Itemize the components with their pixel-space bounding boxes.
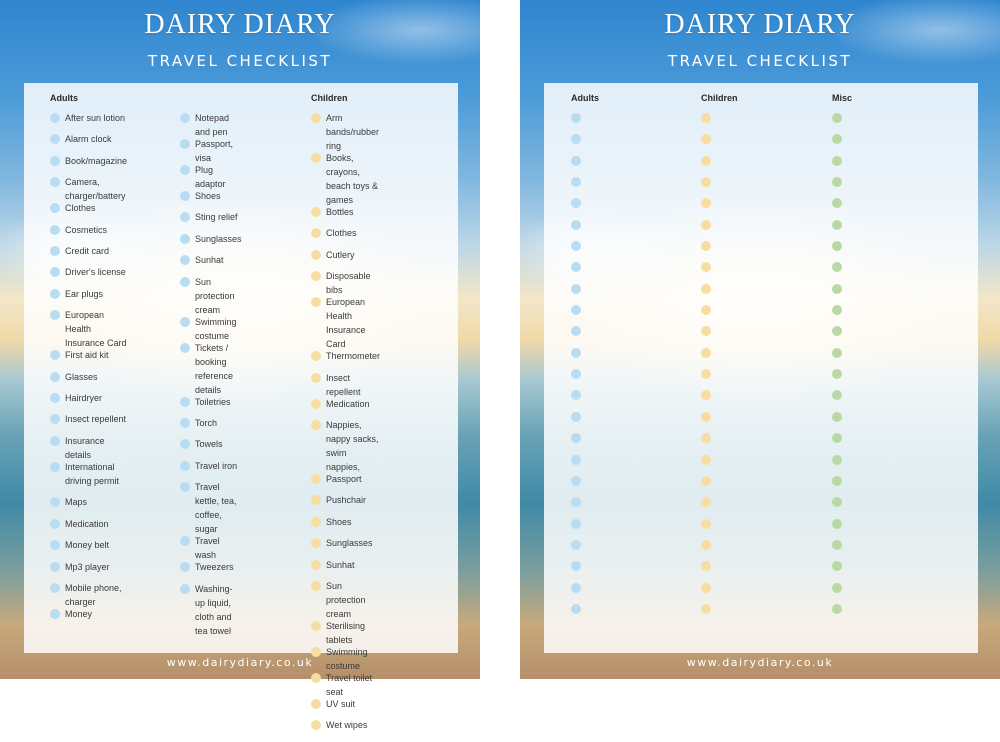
checklist-item [311, 699, 380, 720]
checkbox-dot[interactable] [701, 476, 711, 486]
page-subtitle: TRAVEL CHECKLIST [667, 52, 853, 70]
checkbox-dot[interactable] [180, 439, 190, 449]
checkbox-dot[interactable] [571, 561, 581, 571]
checklist-page-filled [0, 0, 480, 731]
checklist-item-label: Notepad and pen [195, 113, 230, 137]
checkbox-dot[interactable] [832, 583, 842, 593]
checklist-item-label: Travel toilet seat [326, 672, 373, 697]
checkbox-dot[interactable] [701, 369, 711, 379]
checkbox-dot[interactable] [311, 495, 321, 505]
checkbox-dot[interactable] [311, 560, 321, 570]
checklist-item [50, 609, 127, 630]
checkbox-dot[interactable] [50, 519, 60, 529]
checklist-item [311, 474, 380, 495]
checklist-item [311, 538, 380, 559]
checkbox-dot[interactable] [571, 497, 581, 507]
checkbox-dot[interactable] [50, 267, 60, 277]
checkbox-dot[interactable] [50, 583, 60, 593]
brand-logo: DAIRY DIARY [664, 9, 856, 40]
checklist-item-label: Swimming costume [326, 646, 368, 671]
checkbox-dot[interactable] [701, 433, 711, 443]
checkbox-dot[interactable] [832, 476, 842, 486]
checkbox-dot[interactable] [50, 540, 60, 550]
checkbox-dot[interactable] [311, 153, 321, 163]
checklist-item-label: Insect repellent [326, 372, 361, 397]
checkbox-dot[interactable] [311, 271, 321, 281]
checkbox-dot[interactable] [571, 326, 581, 336]
checkbox-dot[interactable] [832, 604, 842, 614]
checkbox-dot[interactable] [180, 397, 190, 407]
checkbox-dot[interactable] [832, 390, 842, 400]
checklist-item-label: UV suit [326, 698, 356, 709]
checkbox-dot[interactable] [701, 561, 711, 571]
checklist-item [311, 153, 380, 207]
checklist-item [50, 414, 127, 435]
checklist-page-blank [520, 0, 1000, 679]
checkbox-dot[interactable] [832, 326, 842, 336]
checkbox-dot[interactable] [50, 372, 60, 382]
checklist-item [50, 156, 127, 177]
checkbox-dot[interactable] [180, 234, 190, 244]
checklist-item-label: International driving permit [65, 461, 120, 486]
checklist-item-label: Arm bands/rubber ring [326, 113, 380, 151]
checkbox-dot[interactable] [701, 241, 711, 251]
checklist-item [180, 536, 242, 562]
checkbox-dot[interactable] [832, 156, 842, 166]
checklist-item-label: Tickets / booking reference details [195, 342, 234, 395]
checkbox-dot[interactable] [701, 113, 711, 123]
checkbox-dot[interactable] [180, 165, 190, 175]
checklist-item [311, 495, 380, 516]
checklist-item [311, 420, 380, 474]
checkbox-dot[interactable] [832, 497, 842, 507]
checkbox-dot[interactable] [311, 250, 321, 260]
checklist-item [180, 439, 242, 460]
checklist-item-label: Clothes [326, 228, 357, 239]
checkbox-dot[interactable] [832, 561, 842, 571]
checklist-item-label: Tweezers [195, 562, 234, 573]
column-heading: Children [701, 93, 738, 103]
checklist-item-label: Alarm clock [65, 134, 112, 145]
checkbox-dot[interactable] [311, 621, 321, 631]
checkbox-dot[interactable] [701, 262, 711, 272]
checklist-item [50, 462, 127, 498]
checklist-item [311, 271, 380, 297]
checkbox-dot[interactable] [50, 289, 60, 299]
checklist-item-label: Sunglasses [195, 233, 242, 244]
checkbox-dot[interactable] [50, 177, 60, 187]
checklist-item [50, 203, 127, 224]
checklist-item-label: Disposable bibs [326, 271, 371, 296]
checkbox-dot[interactable] [311, 399, 321, 409]
brand-logo: DAIRY DIARY [144, 9, 336, 40]
checklist-item-label: Driver's license [65, 267, 126, 278]
checklist-item-label: Insect repellent [65, 414, 127, 425]
checkbox-dot[interactable] [571, 134, 581, 144]
checkbox-dot[interactable] [180, 343, 190, 353]
checkbox-dot[interactable] [832, 305, 842, 315]
checklist-items [50, 113, 127, 630]
checkbox-dot[interactable] [571, 198, 581, 208]
checkbox-dot[interactable] [50, 310, 60, 320]
checkbox-dot[interactable] [701, 604, 711, 614]
checklist-item-label: Travel kettle, tea, coffee, sugar [195, 482, 237, 535]
checkbox-dot[interactable] [701, 134, 711, 144]
checkbox-dot[interactable] [50, 350, 60, 360]
checkbox-dot[interactable] [832, 177, 842, 187]
checklist-item-label: After sun lotion [65, 113, 126, 123]
checklist-item-label: Sunhat [326, 559, 355, 570]
checklist-item-label: Passport, visa [195, 139, 234, 163]
column-heading: Children [311, 93, 348, 103]
checklist-item-label: Money [65, 609, 93, 620]
checklist-item [311, 228, 380, 249]
checklist-item [50, 519, 127, 540]
checklist-item-label: Credit card [65, 245, 110, 256]
checkbox-dot[interactable] [701, 326, 711, 336]
checklist-item [180, 584, 242, 638]
checklist-item [50, 225, 127, 246]
checklist-item [180, 461, 242, 482]
checklist-item-label: Shoes [195, 191, 221, 201]
checklist-item-label: Travel iron [195, 460, 238, 471]
checkbox-dot[interactable] [832, 134, 842, 144]
page-subtitle: TRAVEL CHECKLIST [147, 52, 333, 70]
checklist-item [311, 720, 380, 741]
checkbox-dot[interactable] [832, 198, 842, 208]
checklist-item-label: Books, crayons, beach toys & games [326, 153, 379, 205]
checklist-item-label: Travel wash [195, 536, 220, 561]
checklist-item-label: Mp3 player [65, 561, 110, 572]
checkbox-dot[interactable] [50, 436, 60, 446]
checkbox-dot[interactable] [701, 497, 711, 507]
checkbox-dot[interactable] [701, 390, 711, 400]
checklist-item [311, 113, 380, 153]
checkbox-dot[interactable] [50, 156, 60, 166]
checklist-item-label: Toiletries [195, 396, 231, 407]
checkbox-dot[interactable] [571, 113, 581, 123]
checkbox-dot[interactable] [571, 455, 581, 465]
checkbox-dot[interactable] [50, 246, 60, 256]
checkbox-dot[interactable] [701, 198, 711, 208]
checklist-item [311, 673, 380, 699]
checklist-item [311, 373, 380, 399]
checklist-item [50, 393, 127, 414]
checkbox-dot[interactable] [571, 369, 581, 379]
checkbox-dot[interactable] [180, 418, 190, 428]
checklist-item [311, 517, 380, 538]
checklist-item-label: Glasses [65, 371, 98, 382]
checkbox-dot[interactable] [50, 393, 60, 403]
checklist-item-label: Camera, charger/battery [65, 177, 126, 202]
checklist-item-label: Medication [65, 518, 109, 529]
checklist-item-label: Sun protection cream [195, 276, 235, 315]
checklist-item-label: Plug adaptor [195, 165, 226, 189]
column-heading: Adults [571, 93, 599, 103]
checkbox-dot[interactable] [50, 497, 60, 507]
checkbox-dot[interactable] [571, 284, 581, 294]
checklist-item-label: Money belt [65, 540, 110, 551]
checklist-item [180, 113, 242, 139]
checkbox-dot[interactable] [50, 225, 60, 235]
blank-checkbox-list [701, 113, 711, 625]
checklist-item-label: Insurance details [65, 435, 105, 460]
checkbox-dot[interactable] [571, 540, 581, 550]
checkbox-dot[interactable] [832, 220, 842, 230]
checklist-item [50, 177, 127, 203]
checklist-item-label: Washing-up liquid, cloth and tea towel [195, 583, 233, 636]
footer-url: www.dairydiary.co.uk [166, 656, 314, 669]
checkbox-dot[interactable] [701, 220, 711, 230]
checklist-item [311, 399, 380, 420]
checklist-item-label: Wet wipes [326, 720, 368, 731]
checklist-item-label: Sun protection cream [326, 580, 366, 619]
checkbox-dot[interactable] [180, 277, 190, 287]
checklist-item [50, 562, 127, 583]
checklist-item-label: Mobile phone, charger [65, 583, 122, 608]
checklist-items [180, 113, 242, 638]
checkbox-dot[interactable] [311, 581, 321, 591]
checklist-item-label: Medication [326, 398, 370, 409]
checklist-item [50, 583, 127, 609]
checklist-item-label: Thermometer [326, 351, 381, 362]
checkbox-dot[interactable] [50, 134, 60, 144]
checklist-item [50, 113, 127, 134]
checkbox-dot[interactable] [311, 538, 321, 548]
checkbox-dot[interactable] [701, 412, 711, 422]
checkbox-dot[interactable] [701, 455, 711, 465]
checklist-item-label: Sunglasses [326, 538, 373, 549]
checkbox-dot[interactable] [571, 262, 581, 272]
checklist-item [180, 343, 242, 397]
checkbox-dot[interactable] [832, 433, 842, 443]
checklist-item-label: Hairdryer [65, 392, 103, 403]
checklist-item [50, 540, 127, 561]
checkbox-dot[interactable] [832, 262, 842, 272]
checklist-item [50, 497, 127, 518]
checkbox-dot[interactable] [311, 673, 321, 683]
checkbox-dot[interactable] [832, 241, 842, 251]
checklist-item-label: Pushchair [326, 495, 367, 506]
checkbox-dot[interactable] [571, 305, 581, 315]
checkbox-dot[interactable] [701, 156, 711, 166]
checklist-item-label: Cutlery [326, 249, 355, 260]
checkbox-dot[interactable] [311, 207, 321, 217]
checkbox-dot[interactable] [311, 228, 321, 238]
checklist-item-label: Bottles [326, 207, 354, 217]
checklist-item [180, 191, 242, 212]
checkbox-dot[interactable] [50, 462, 60, 472]
checklist-item-label: Book/magazine [65, 155, 128, 166]
checkbox-dot[interactable] [701, 540, 711, 550]
checklist-item [180, 234, 242, 255]
checklist-panel [544, 83, 978, 653]
checklist-item [180, 277, 242, 317]
checklist-item-label: First aid kit [65, 350, 109, 361]
checklist-item [180, 212, 242, 233]
checkbox-dot[interactable] [832, 113, 842, 123]
checklist-item [180, 139, 242, 165]
checkbox-dot[interactable] [832, 519, 842, 529]
checklist-item-label: European Health Insurance Card [65, 310, 127, 349]
checklist-item-label: Shoes [326, 516, 352, 527]
checklist-item [311, 250, 380, 271]
checkbox-dot[interactable] [311, 720, 321, 730]
checklist-item-label: Towels [195, 439, 223, 450]
checklist-item-label: Passport [326, 473, 362, 484]
checkbox-dot[interactable] [311, 113, 321, 123]
checklist-item [311, 621, 380, 647]
checkbox-dot[interactable] [571, 412, 581, 422]
column-heading: Adults [50, 93, 78, 103]
checkbox-dot[interactable] [311, 420, 321, 430]
checkbox-dot[interactable] [50, 113, 60, 123]
checkbox-dot[interactable] [571, 583, 581, 593]
checklist-item-label: Maps [65, 497, 88, 508]
checklist-item-label: Swimming costume [195, 316, 237, 341]
checkbox-dot[interactable] [571, 220, 581, 230]
checkbox-dot[interactable] [311, 373, 321, 383]
checkbox-dot[interactable] [180, 113, 190, 123]
checkbox-dot[interactable] [180, 317, 190, 327]
checklist-item-label: Nappies, nappy sacks, swim nappies, [326, 419, 379, 472]
checklist-item [180, 418, 242, 439]
checkbox-dot[interactable] [571, 241, 581, 251]
checklist-item [311, 297, 380, 351]
checkbox-dot[interactable] [50, 609, 60, 619]
column-heading: Misc [832, 93, 853, 103]
checkbox-dot[interactable] [311, 699, 321, 709]
checklist-item [311, 207, 380, 228]
checklist-item [50, 289, 127, 310]
blank-checkbox-list [832, 113, 842, 625]
checklist-item [180, 165, 242, 191]
checkbox-dot[interactable] [311, 297, 321, 307]
checklist-item-label: Sunhat [195, 255, 224, 266]
footer-url: www.dairydiary.co.uk [686, 656, 834, 669]
checkbox-dot[interactable] [571, 390, 581, 400]
checkbox-dot[interactable] [180, 536, 190, 546]
checklist-item [311, 560, 380, 581]
checkbox-dot[interactable] [180, 482, 190, 492]
checklist-item [50, 350, 127, 371]
checklist-item [311, 351, 380, 372]
checkbox-dot[interactable] [571, 519, 581, 529]
checkbox-dot[interactable] [832, 540, 842, 550]
checkbox-dot[interactable] [832, 284, 842, 294]
checkbox-dot[interactable] [571, 156, 581, 166]
checklist-item-label: Clothes [65, 203, 96, 214]
checkbox-dot[interactable] [701, 284, 711, 294]
checkbox-dot[interactable] [832, 348, 842, 358]
checkbox-dot[interactable] [701, 177, 711, 187]
checkbox-dot[interactable] [571, 433, 581, 443]
checklist-item-label: Sting relief [195, 212, 238, 223]
checkbox-dot[interactable] [180, 255, 190, 265]
checklist-items [311, 113, 380, 742]
checkbox-dot[interactable] [571, 348, 581, 358]
checkbox-dot[interactable] [832, 369, 842, 379]
checkbox-dot[interactable] [180, 212, 190, 222]
checkbox-dot[interactable] [50, 562, 60, 572]
checkbox-dot[interactable] [180, 461, 190, 471]
checklist-item-label: European Health Insurance Card [326, 297, 366, 350]
checkbox-dot[interactable] [571, 177, 581, 187]
checkbox-dot[interactable] [50, 414, 60, 424]
checklist-item [50, 246, 127, 267]
checklist-item [180, 482, 242, 536]
checkbox-dot[interactable] [832, 455, 842, 465]
checklist-item [180, 397, 242, 418]
checkbox-dot[interactable] [701, 519, 711, 529]
checkbox-dot[interactable] [571, 604, 581, 614]
checklist-item-label: Sterilising tablets [326, 620, 366, 645]
checkbox-dot[interactable] [701, 583, 711, 593]
checkbox-dot[interactable] [701, 305, 711, 315]
checklist-item-label: Torch [195, 417, 218, 428]
checklist-item [50, 436, 127, 462]
checklist-item [50, 134, 127, 155]
checkbox-dot[interactable] [180, 584, 190, 594]
checkbox-dot[interactable] [311, 474, 321, 484]
checkbox-dot[interactable] [832, 412, 842, 422]
blank-checkbox-list [571, 113, 581, 625]
checkbox-dot[interactable] [311, 351, 321, 361]
checklist-item [50, 267, 127, 288]
checklist-item [311, 581, 380, 621]
checkbox-dot[interactable] [180, 562, 190, 572]
checklist-item [180, 317, 242, 343]
checkbox-dot[interactable] [50, 203, 60, 213]
checkbox-dot[interactable] [180, 191, 190, 201]
checklist-item-label: Ear plugs [65, 288, 104, 299]
checklist-item [180, 255, 242, 276]
checkbox-dot[interactable] [571, 476, 581, 486]
checklist-item [180, 562, 242, 583]
checklist-item-label: Cosmetics [65, 224, 108, 235]
checkbox-dot[interactable] [180, 139, 190, 149]
checkbox-dot[interactable] [311, 517, 321, 527]
checklist-item [50, 310, 127, 350]
checklist-item [50, 372, 127, 393]
checkbox-dot[interactable] [701, 348, 711, 358]
